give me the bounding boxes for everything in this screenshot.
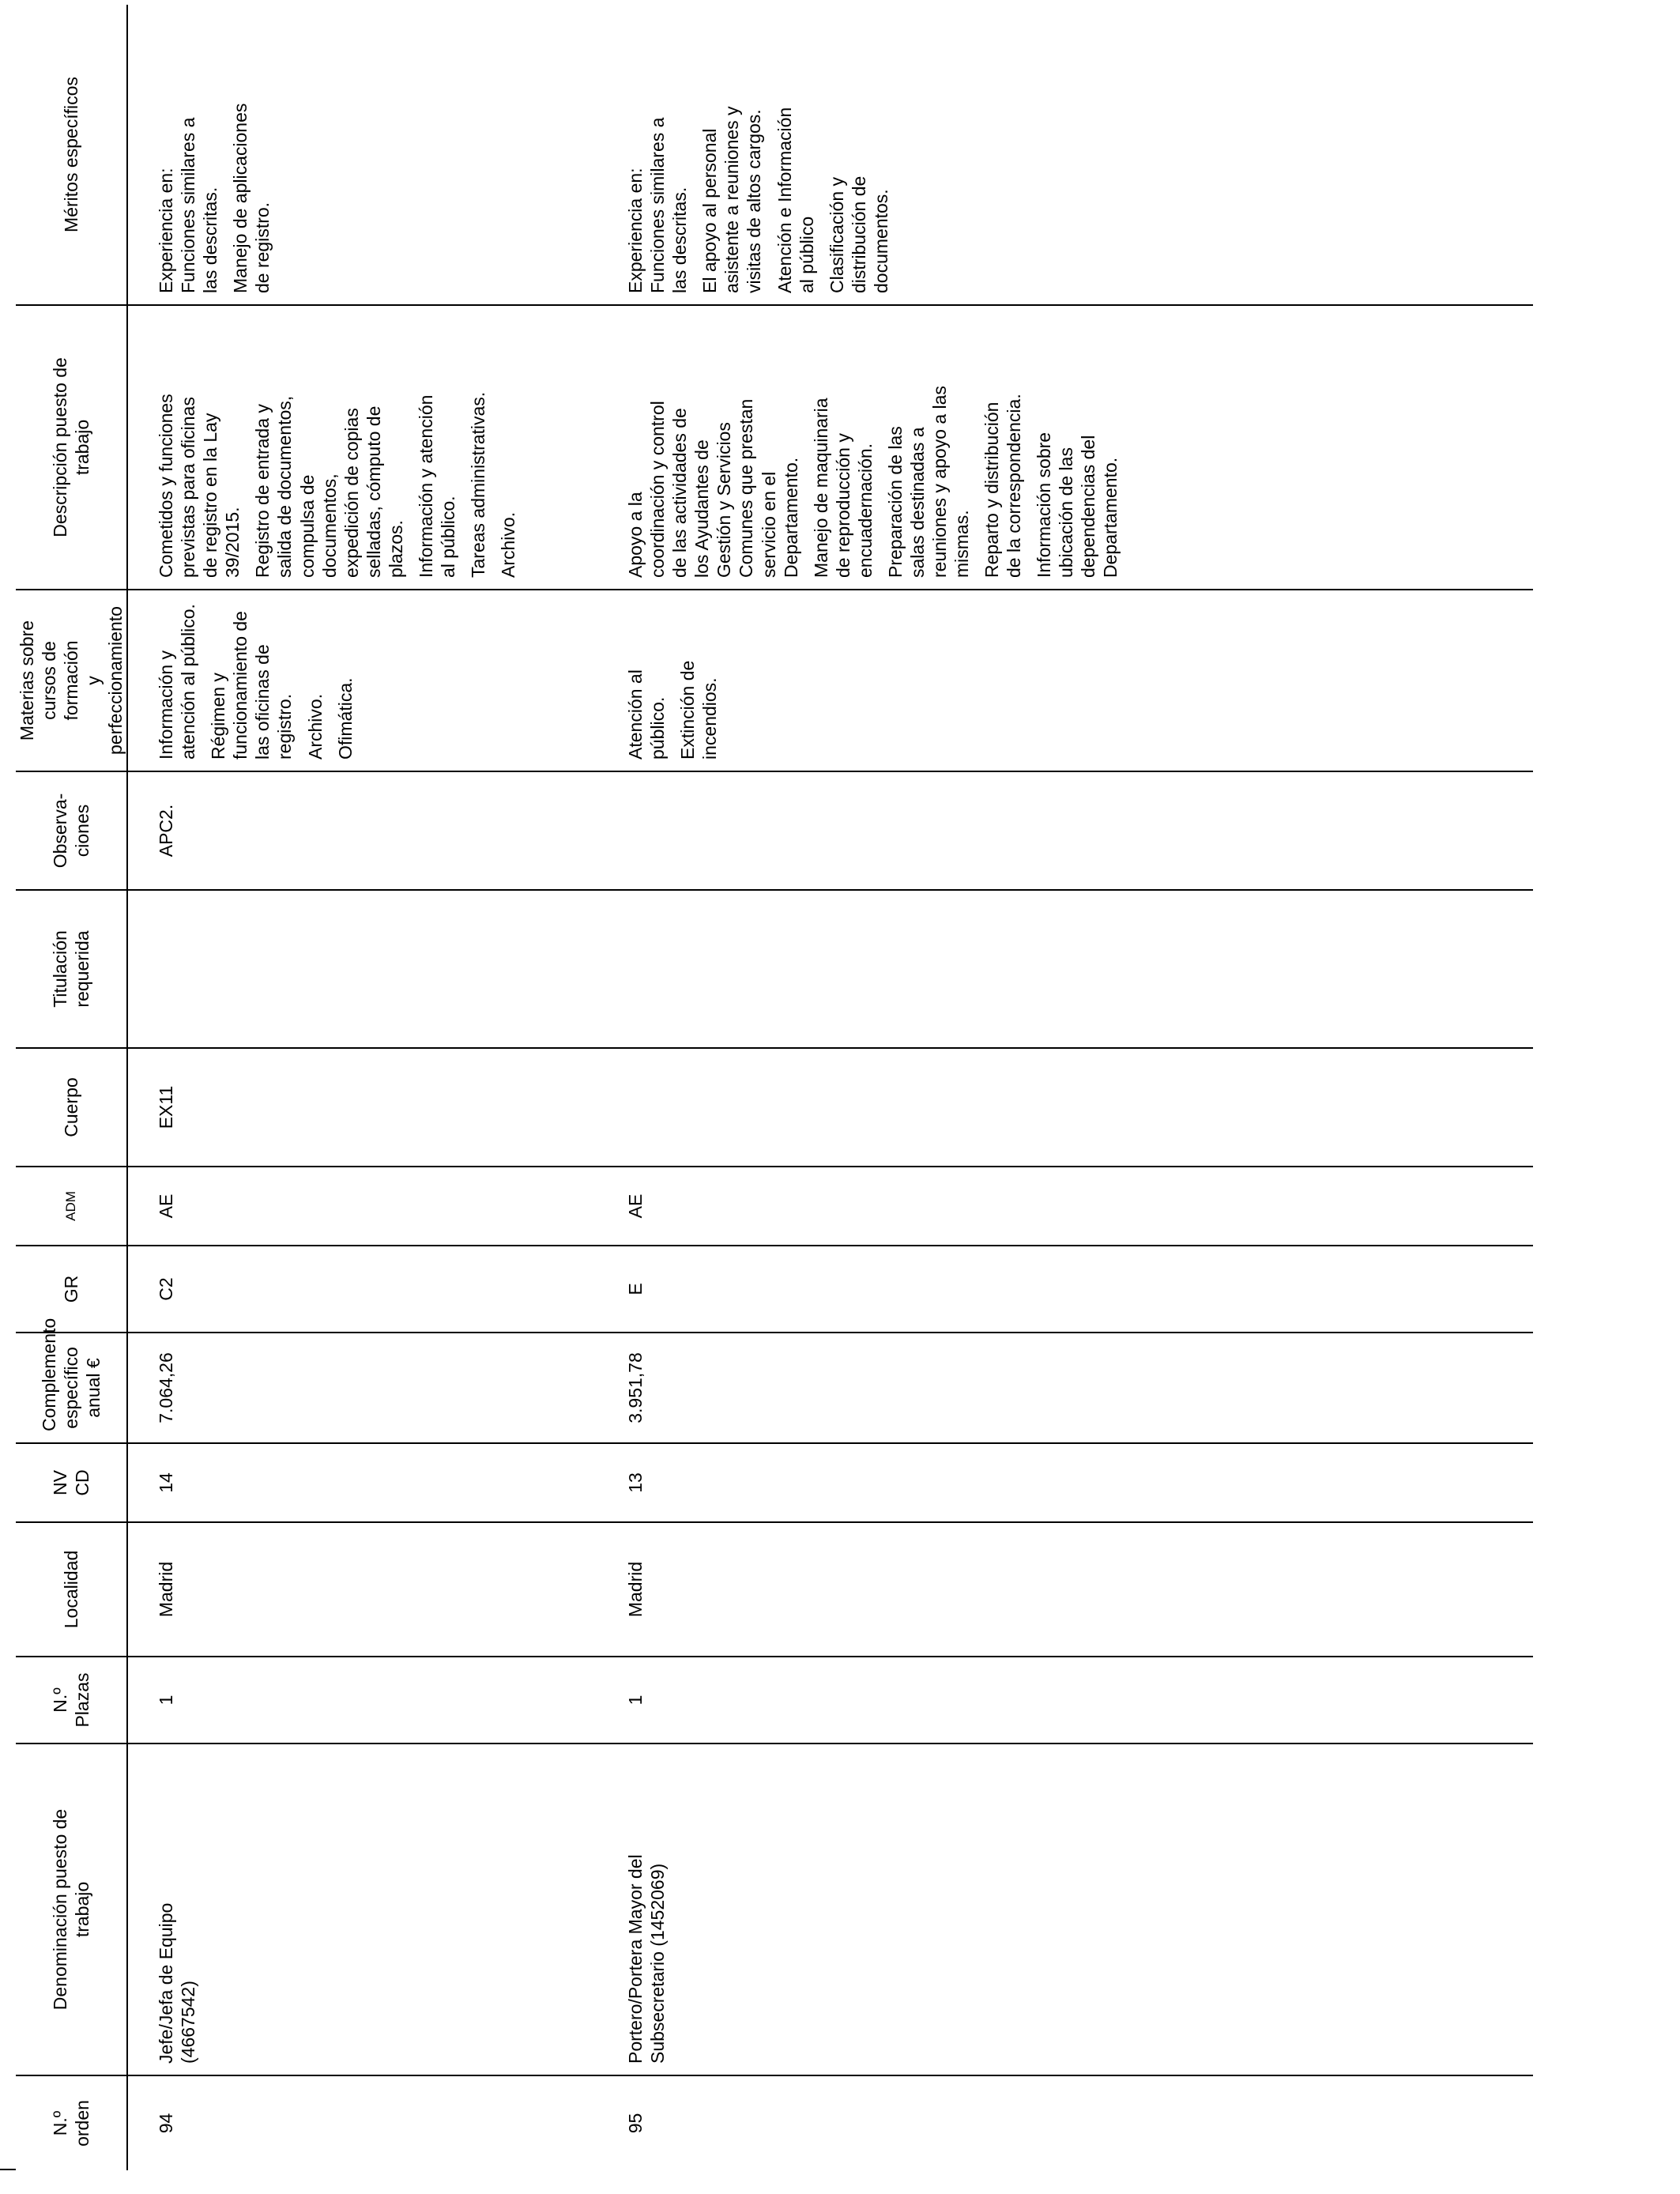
- job-positions-table: [16, 5, 1533, 2170]
- top-rule: [0, 2169, 16, 2170]
- header-meritos: Méritos específicos: [16, 5, 127, 305]
- cell-observaciones: APC2.: [127, 771, 597, 890]
- cell-paragraph: El apoyo al personal asistente a reuniones y visitas de altos cargos.: [699, 106, 765, 293]
- cell-denominacion: Jefe/Jefa de Equipo (4667542): [127, 1744, 597, 2075]
- cell-paragraph: Apoyo a la coordinación y control de las actividades de los Ayudantes de Gestión y Servicios Comunes que prestan servicio en el Departamento.: [625, 398, 801, 578]
- cell-paragraph: Manejo de maquinaria de reproducción y encuadernación.: [810, 398, 876, 578]
- cell-paragraph: Cometidos y funciones previstas para oficinas de registro en la Lay 39/2015.: [156, 394, 243, 578]
- cell-titulacion: [597, 890, 1533, 1048]
- cell-meritos: [127, 5, 597, 305]
- cell-nivel: 13: [597, 1443, 1533, 1522]
- table-row: [127, 5, 597, 2170]
- cell-paragraph: Archivo.: [304, 693, 326, 760]
- cell-paragraph: Experiencia en: Funciones similares a las descritas.: [156, 117, 221, 293]
- cell-plazas: 1: [597, 1657, 1533, 1744]
- cell-denominacion: Portero/Portera Mayor del Subsecretario (1452069): [597, 1744, 1533, 2075]
- header-localidad: Localidad: [16, 1522, 127, 1657]
- cell-grupo: C2: [127, 1246, 597, 1333]
- cell-paragraph: Clasificación y distribución de documentos.: [826, 175, 891, 293]
- cell-orden: 94: [156, 2113, 177, 2134]
- cell-paragraph: Manejo de aplicaciones de registro.: [230, 103, 273, 293]
- cell-descripcion: [597, 305, 1533, 590]
- header-adm: ADM: [16, 1167, 127, 1246]
- cell-paragraph: Tareas administrativas.: [467, 391, 488, 578]
- cell-paragraph: Extinción de incendios.: [677, 660, 721, 760]
- cell-paragraph: Información y atención al público.: [156, 604, 199, 760]
- cell-paragraph: Atención al público.: [625, 669, 669, 760]
- cell-complemento: 7.064,26: [127, 1333, 597, 1443]
- header-observaciones: Observa- ciones: [16, 771, 127, 890]
- header-orden: N.º orden: [16, 2075, 127, 2170]
- cell-paragraph: Experiencia en: Funciones similares a las descritas.: [625, 117, 691, 293]
- cell-cuerpo: [597, 1048, 1533, 1167]
- header-titulacion: Titulación requerida: [16, 890, 127, 1048]
- cell-localidad: Madrid: [127, 1522, 597, 1657]
- cell-adm: AE: [127, 1167, 597, 1246]
- cell-titulacion: [127, 890, 597, 1048]
- cell-materias: [597, 590, 1533, 771]
- cell-paragraph: Reparto y distribución de la correspondencia.: [981, 394, 1024, 578]
- cell-cuerpo: EX11: [127, 1048, 597, 1167]
- header-complemento: Complemento específico anual €: [16, 1333, 127, 1443]
- cell-paragraph: Preparación de las salas destinadas a reuniones y apoyo a las mismas.: [884, 386, 972, 578]
- cell-plazas: 1: [127, 1657, 597, 1744]
- header-materias: Materias sobre cursos de formación y perfeccionamiento: [16, 590, 127, 771]
- cell-grupo: E: [597, 1246, 1533, 1333]
- cell-paragraph: Régimen y funcionamiento de las oficinas de registro.: [208, 611, 296, 760]
- cell-paragraph: Registro de entrada y salida de documentos, compulsa de documentos, expedición de copias selladas, cómputo de plazos.: [252, 395, 406, 578]
- header-plazas: N.º Plazas: [16, 1657, 127, 1744]
- cell-complemento: 3.951,78: [597, 1333, 1533, 1443]
- cell-orden: 95: [625, 2113, 646, 2134]
- cell-paragraph: Ofimática.: [334, 677, 356, 760]
- header-cuerpo: Cuerpo: [16, 1048, 127, 1167]
- cell-localidad: Madrid: [597, 1522, 1533, 1657]
- cell-paragraph: Información sobre ubicación de las dependencias del Departamento.: [1034, 432, 1121, 578]
- cell-descripcion: [127, 305, 597, 590]
- cell-adm: AE: [597, 1167, 1533, 1246]
- cell-meritos: [597, 5, 1533, 305]
- header-nivel: NV CD: [16, 1443, 127, 1522]
- cell-nivel: 14: [127, 1443, 597, 1522]
- cell-paragraph: Archivo.: [497, 511, 518, 578]
- cell-paragraph: Información y atención al público.: [415, 394, 458, 578]
- cell-observaciones: [597, 771, 1533, 890]
- header-descripcion: Descripción puesto de trabajo: [16, 305, 127, 590]
- cell-materias: [127, 590, 597, 771]
- cell-paragraph: Atención e Información al público: [774, 107, 817, 293]
- header-denominacion: Denominación puesto de trabajo: [16, 1744, 127, 2075]
- header-row: [16, 5, 127, 2170]
- header-grupo: GR: [16, 1246, 127, 1333]
- table-row: [597, 5, 1533, 2170]
